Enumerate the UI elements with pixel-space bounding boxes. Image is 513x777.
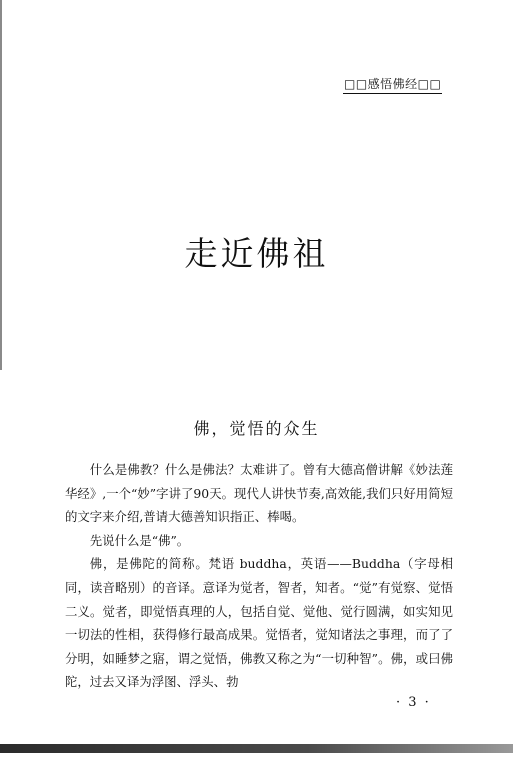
scan-edge-bar	[0, 744, 513, 753]
running-header: □□感悟佛经□□	[343, 75, 442, 94]
body-text	[65, 458, 453, 694]
paragraph: 佛，是佛陀的简称。梵语 buddha，英语——Buddha（字母相同，读音略别）的音译。意译为觉者，智者，知者。“觉”有觉察、觉悟二义。觉者，即觉悟真理的人，包括自觉、觉他、觉行圆满，如实知见一切法的性相，获得修行最高成果。觉悟者，觉知诸法之事理，而了了分明，如睡梦之寤，谓之觉悟，佛教又称之为“一切种智”。佛，或曰佛陀，过去又译为浮图、浮头、勃	[65, 556, 453, 690]
chapter-title: 走近佛祖	[184, 234, 329, 273]
page-number: · 3 ·	[396, 695, 431, 710]
left-margin-rule	[0, 0, 2, 370]
paragraph: 什么是佛教？什么是佛法？太难讲了。曾有大德高僧讲解《妙法莲华经》,一个“妙”字讲了90天。现代人讲快节奏,高效能,我们只好用简短的文字来介绍,普请大德善知识指正、棒喝。	[65, 462, 453, 525]
paragraph: 先说什么是“佛”。	[89, 532, 190, 548]
section-title: 佛，觉悟的众生	[193, 419, 320, 438]
